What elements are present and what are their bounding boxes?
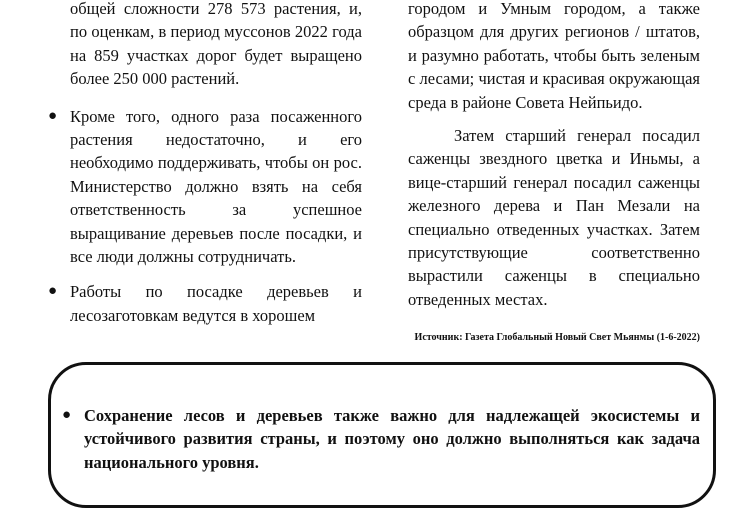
list-item — [48, 105, 362, 269]
list-item — [48, 404, 700, 474]
list-item — [48, 280, 362, 327]
highlight-box-list — [48, 404, 700, 486]
continuation-text: городом и Умным городом, а также образцом для других регионов / штатов, и разумно работать, чтобы быть зеленым с лесами; чистая и красивая окружающая среда в районе Совета Нейпьидо. — [408, 0, 700, 112]
list-item-text: Работы по посадке деревьев и лесозаготовкам ведутся в хорошем — [70, 282, 362, 325]
bullet-icon: ● — [62, 407, 72, 423]
bullet-icon: ● — [48, 283, 58, 300]
source-citation: Источник: Газета Глобальный Новый Свет Мьянмы (1-6-2022) — [414, 332, 700, 343]
bullet-icon: ● — [48, 107, 58, 124]
list-item-text: Сохранение лесов и деревьев также важно для надлежащей экосистемы и устойчивого развития страны, и поэтому оно должно выполняться как задача национального уровня. — [84, 406, 700, 472]
left-column — [48, 0, 362, 339]
body-paragraph: Затем старший генерал посадил саженцы звездного цветка и Иньмы, а вице-старший генерал посадил саженцы железного дерева и Пан Мезали на специально отведенных участках. Затем присутствующие соответственно вырастили саженцы в специально отведенных местах. — [408, 126, 700, 309]
continuation-text: общей сложности 278 573 растения, и, по оценкам, в период муссонов 2022 года на 859 участках дорог будет выращено более 250 000 растений. — [70, 0, 362, 89]
right-column — [408, 0, 700, 311]
list-item-text: Кроме того, одного раза посаженного растения недостаточно, и его необходимо поддерживать, чтобы он рос. Министерство должно взять на себя ответственность за успешное выращивание деревьев после посадки, и все люди должны сотрудничать. — [70, 106, 362, 267]
